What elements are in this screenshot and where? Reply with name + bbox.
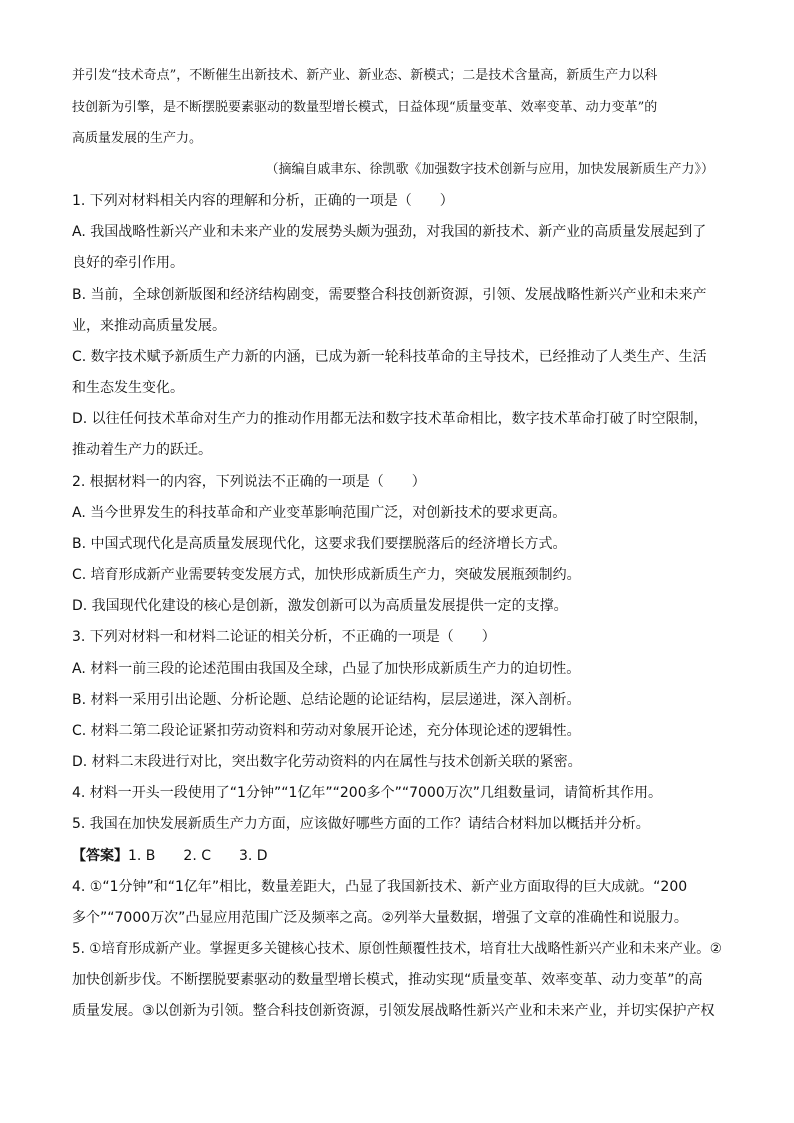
question-1-stem: 1. 下列对材料相关内容的理解和分析，正确的一项是（ ）	[72, 193, 454, 209]
question-3-option-a: A. 材料一前三段的论述范围由我国及全球，凸显了加快形成新质生产力的迫切性。	[72, 661, 581, 677]
question-1-option-b-line-1: B. 当前，全球创新版图和经济结构剧变，需要整合科技创新资源，引领、发展战略性新兴产业和未来产	[72, 287, 707, 303]
answer-multiple-choice: 1. B 2. C 3. D	[128, 848, 268, 864]
question-1-option-a-line-1: A. 我国战略性新兴产业和未来产业的发展势头颇为强劲，对我国的新技术、新产业的高质量发展起到了	[72, 224, 707, 240]
question-1-option-d-line-2: 推动着生产力的跃迁。	[72, 442, 212, 458]
question-3-option-d: D. 材料二末段进行对比，突出数字化劳动资料的内在属性与技术创新关联的紧密。	[72, 754, 582, 770]
question-2-stem: 2. 根据材料一的内容，下列说法不正确的一项是（ ）	[72, 474, 426, 490]
question-3-option-b: B. 材料一采用引出论题、分析论题、总结论题的论证结构，层层递进，深入剖析。	[72, 692, 581, 708]
question-2-option-c: C. 培育形成新产业需要转变发展方式，加快形成新质生产力，突破发展瓶颈制约。	[72, 567, 581, 583]
question-2-option-a: A. 当今世界发生的科技革命和产业变革影响范围广泛，对创新技术的要求更高。	[72, 505, 567, 521]
passage-line-3: 高质量发展的生产力。	[72, 131, 203, 146]
answer-tag: 【答案】	[72, 848, 128, 864]
answer-4-line-2: 多个”“7000万次”凸显应用范围广泛及频率之高。②列举大量数据，增强了文章的准确性和说服力。	[72, 910, 688, 926]
answer-line	[72, 846, 268, 866]
question-1-option-c-line-2: 和生态发生变化。	[72, 380, 184, 396]
passage-line-1: 并引发“技术奇点”，不断催生出新技术、新产业、新业态、新模式；二是技术含量高，新质生产力以科	[72, 68, 658, 83]
question-3-option-c: C. 材料二第二段论证紧扣劳动资料和劳动对象展开论述，充分体现论述的逻辑性。	[72, 723, 581, 739]
question-2-option-d: D. 我国现代化建设的核心是创新，激发创新可以为高质量发展提供一定的支撑。	[72, 598, 568, 614]
answer-5-line-3: 质量发展。③以创新为引领。整合科技创新资源，引领发展战略性新兴产业和未来产业，并切实保护产权	[72, 1003, 715, 1019]
passage-source: （摘编自戚聿东、徐凯歌《加强数字技术创新与应用，加快发展新质生产力》）	[265, 162, 714, 177]
question-2-option-b: B. 中国式现代化是高质量发展现代化，这要求我们要摆脱落后的经济增长方式。	[72, 536, 567, 552]
question-5: 5. 我国在加快发展新质生产力方面，应该做好哪些方面的工作？请结合材料加以概括并分析。	[72, 816, 650, 832]
question-4: 4. 材料一开头一段使用了“1分钟”“1亿年”“200多个”“7000万次”几组数量词，请简析其作用。	[72, 785, 662, 801]
question-1-option-c-line-1: C. 数字技术赋予新质生产力新的内涵，已成为新一轮科技革命的主导技术，已经推动了人类生产、生活	[72, 349, 707, 365]
question-3-stem: 3. 下列对材料一和材料二论证的相关分析，不正确的一项是（ ）	[72, 629, 496, 645]
answer-4-line-1: 4. ①“1分钟”和“1亿年”相比，数量差距大，凸显了我国新技术、新产业方面取得的巨大成就。“200	[72, 879, 688, 895]
question-1-option-a-line-2: 良好的牵引作用。	[72, 255, 184, 271]
passage-line-2: 技创新为引擎，是不断摆脱要素驱动的数量型增长模式，日益体现“质量变革、效率变革、动力变革”的	[72, 100, 658, 115]
question-1-option-d-line-1: D. 以往任何技术革命对生产力的推动作用都无法和数字技术革命相比，数字技术革命打破了时空限制，	[72, 411, 708, 427]
answer-5-line-1: 5. ①培育形成新产业。掌握更多关键核心技术、原创性颠覆性技术，培育壮大战略性新兴产业和未来产业。②	[72, 941, 722, 957]
question-1-option-b-line-2: 业，来推动高质量发展。	[72, 318, 226, 334]
answer-5-line-2: 加快创新步伐。不断摆脱要素驱动的数量型增长模式，推动实现“质量变革、效率变革、动力变革”的高	[72, 972, 703, 988]
